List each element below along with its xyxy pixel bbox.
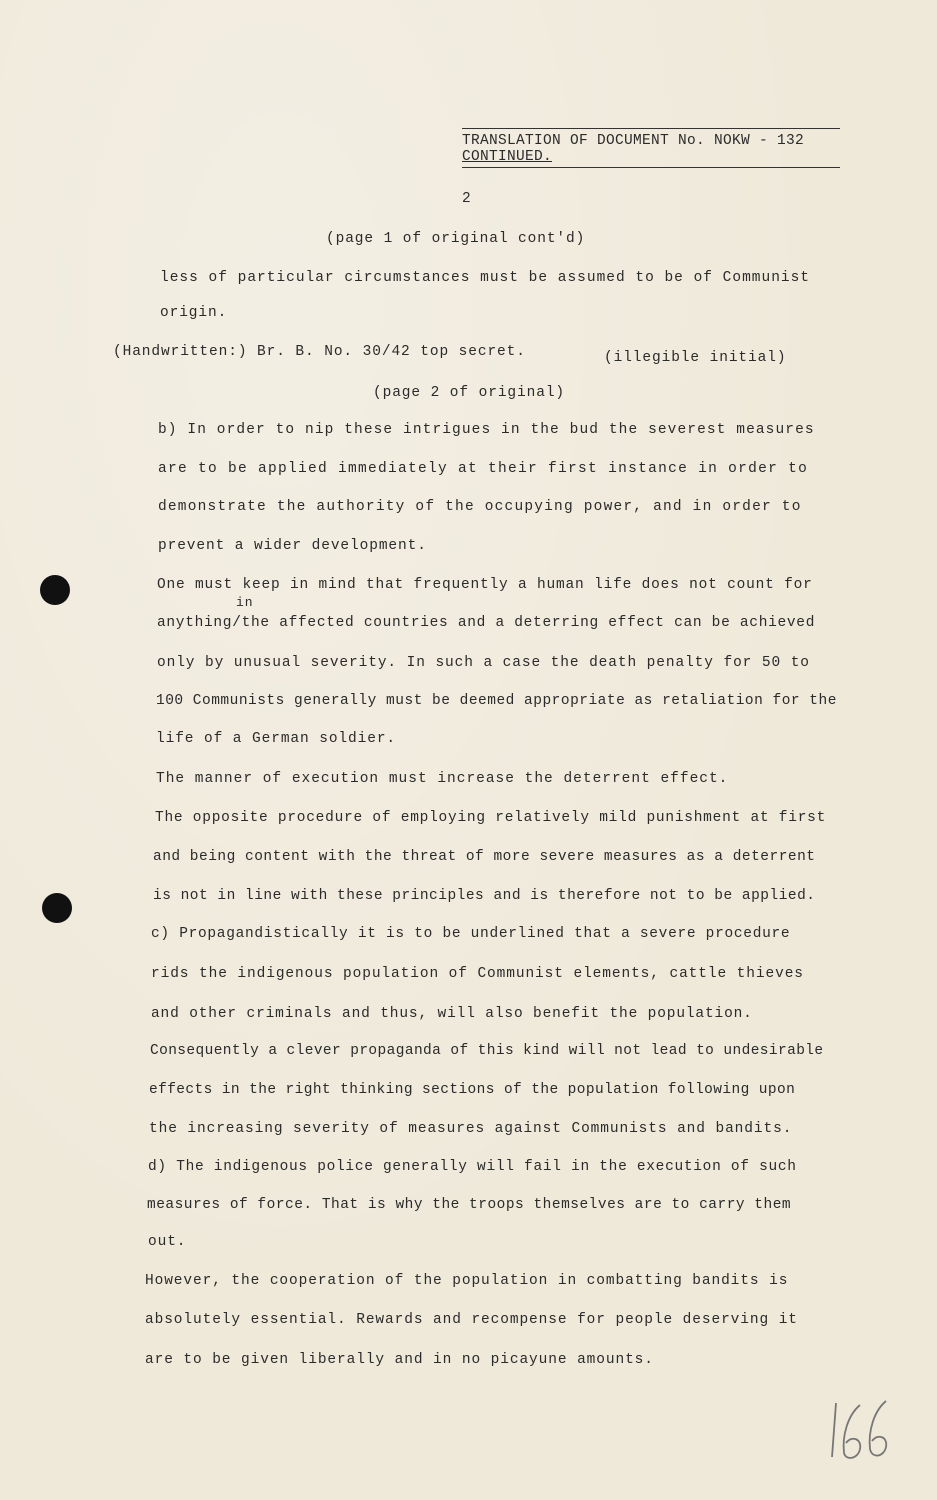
text-line: less of particular circumstances must be assumed to be of Communist: [160, 270, 810, 286]
page-number: 2: [462, 191, 472, 207]
text-line: and being content with the threat of more severe measures as a deterrent: [153, 849, 816, 865]
handwritten-page-number: [826, 1395, 896, 1465]
text-line: are to be applied immediately at their first instance in order to: [158, 461, 809, 477]
text-line: The opposite procedure of employing relatively mild punishment at first: [155, 810, 827, 826]
text-line: demonstrate the authority of the occupying power, and in order to: [158, 499, 802, 515]
text-line: anything/the affected countries and a deterring effect can be achieved: [157, 615, 816, 631]
text-line: (page 2 of original): [373, 385, 566, 401]
text-line: d) The indigenous police generally will fail in the execution of such: [148, 1159, 797, 1175]
text-insertion: in: [236, 595, 254, 610]
text-line: (illegible initial): [604, 350, 787, 366]
header-title: TRANSLATION OF DOCUMENT No. NOKW - 132: [462, 133, 805, 149]
text-line: measures of force. That is why the troops themselves are to carry them: [147, 1197, 792, 1213]
text-line: absolutely essential. Rewards and recompense for people deserving it: [145, 1312, 798, 1328]
header-rule-bottom: [462, 167, 840, 168]
punch-hole-bottom: [42, 893, 72, 923]
text-line: prevent a wider development.: [158, 538, 427, 554]
text-line: and other criminals and thus, will also benefit the population.: [151, 1006, 753, 1022]
header-continued: CONTINUED.: [462, 149, 553, 165]
text-line: (Handwritten:) Br. B. No. 30/42 top secret.: [113, 344, 526, 360]
text-line: rids the indigenous population of Communist elements, cattle thieves: [151, 966, 804, 982]
text-line: However, the cooperation of the population in combatting bandits is: [145, 1273, 789, 1289]
text-line: only by unusual severity. In such a case the death penalty for 50 to: [157, 655, 810, 671]
punch-hole-top: [40, 575, 70, 605]
text-line: are to be given liberally and in no picayune amounts.: [145, 1352, 654, 1368]
text-line: c) Propagandistically it is to be underlined that a severe procedure: [151, 926, 791, 942]
text-line: The manner of execution must increase the deterrent effect.: [156, 771, 729, 787]
text-line: life of a German soldier.: [156, 731, 397, 747]
text-line: Consequently a clever propaganda of this kind will not lead to undesirable: [150, 1043, 824, 1059]
text-line: b) In order to nip these intrigues in the bud the severest measures: [158, 422, 815, 438]
text-line: is not in line with these principles and is therefore not to be applied.: [153, 888, 816, 904]
document-header: [462, 128, 840, 168]
text-line: origin.: [160, 305, 228, 321]
text-line: effects in the right thinking sections of the population following upon: [149, 1082, 796, 1098]
header-rule-top: [462, 128, 840, 129]
text-line: One must keep in mind that frequently a human life does not count for: [157, 577, 813, 593]
text-line: (page 1 of original cont'd): [326, 231, 586, 247]
text-line: 100 Communists generally must be deemed appropriate as retaliation for the: [156, 693, 837, 709]
text-line: the increasing severity of measures against Communists and bandits.: [149, 1121, 793, 1137]
text-line: out.: [148, 1234, 187, 1250]
